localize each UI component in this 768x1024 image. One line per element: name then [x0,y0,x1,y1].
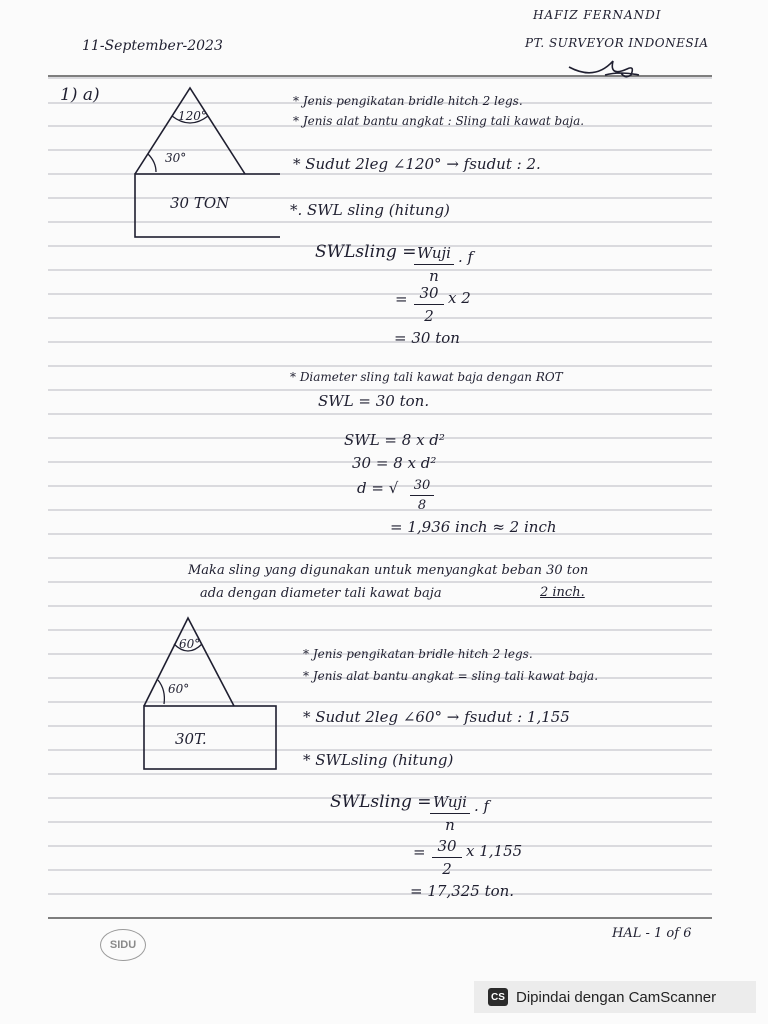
step1-eq-2: = [413,843,426,861]
rigging-type: * Jenis pengikatan bridle hitch 2 legs. [293,94,523,108]
sidu-stamp: SIDU [100,929,146,961]
camscanner-logo-icon: CS [488,988,508,1006]
swl-formula-fraction-2 [430,793,470,834]
side-angle-label: 30° [165,151,187,165]
top-angle-label-2: 60° [179,637,201,651]
signature-icon [565,55,645,85]
camscanner-text: Dipindai dengan CamScanner [516,988,717,1006]
equation-4-result: = 1,936 inch ≈ 2 inch [390,518,557,536]
step1-numerator-2: 30 [437,837,457,855]
step1-eq: = [395,290,408,308]
rigging-type-2: * Jenis pengikatan bridle hitch 2 legs. [303,647,533,661]
equation-3-numerator: 30 [413,478,431,493]
camscanner-badge [474,981,756,1013]
conclusion-line-2: ada dengan diameter tali kawat baja [200,586,442,601]
page-number: HAL - 1 of 6 [612,926,692,941]
step2-result: = 30 ton [394,329,460,347]
conclusion-line-1: Maka sling yang digunakan untuk menyangkat beban 30 ton [188,563,589,578]
equation-3-denominator: 8 [417,498,427,513]
step1-numerator: 30 [419,284,439,302]
author-name: HAFIZ FERNANDI [533,8,662,22]
top-angle-label: 120° [178,109,207,123]
swl-formula-numerator: Wuji [417,244,451,262]
swl-formula-numerator-2: Wuji [433,793,467,811]
diameter-swl: SWL = 30 ton. [318,392,430,410]
equation-3-lhs: d = √ [357,479,399,497]
lifting-aid-type: * Jenis alat bantu angkat : Sling tali kawat baja. [293,114,585,128]
swl-formula-lhs-2: SWLsling = [330,792,432,812]
swl-formula-fraction [414,244,454,285]
step2-result-2: = 17,325 ton. [410,882,515,900]
step1-tail: x 2 [448,289,471,307]
step1-fraction [414,284,444,325]
step1-fraction-2 [432,837,462,878]
equation-2: 30 = 8 x d² [352,454,437,472]
diameter-heading: * Diameter sling tali kawat baja dengan ROT [290,370,563,384]
equation-1: SWL = 8 x d² [344,431,445,449]
lifting-diagram-60 [130,614,280,774]
swl-heading-2: * SWLsling (hitung) [303,751,454,769]
angle-factor-2: * Sudut 2leg ∠60° → fsudut : 1,155 [303,708,570,726]
step1-tail-2: x 1,155 [466,842,523,860]
swl-formula-lhs: SWLsling = [315,242,417,262]
swl-formula-denominator-2: n [445,816,455,834]
angle-factor: * Sudut 2leg ∠120° → fsudut : 2. [293,155,541,173]
load-label: 30 TON [170,194,230,212]
lifting-aid-type-2: * Jenis alat bantu angkat = sling tali kawat baja. [303,669,599,683]
company-name: PT. SURVEYOR INDONESIA [525,36,709,50]
swl-heading: *. SWL sling (hitung) [290,201,450,219]
swl-formula-tail: . f [458,248,474,266]
swl-formula-tail-2: . f [474,797,490,815]
question-number: 1) a) [60,85,100,105]
step1-denominator: 2 [424,307,434,325]
equation-3-fraction [410,478,434,513]
swl-formula-denominator: n [429,267,439,285]
date: 11-September-2023 [82,38,223,54]
load-label-2: 30T. [175,730,207,748]
lifting-diagram-120 [130,84,280,244]
side-angle-label-2: 60° [168,682,190,696]
conclusion-highlight: 2 inch. [540,585,585,600]
step1-denominator-2: 2 [442,860,452,878]
